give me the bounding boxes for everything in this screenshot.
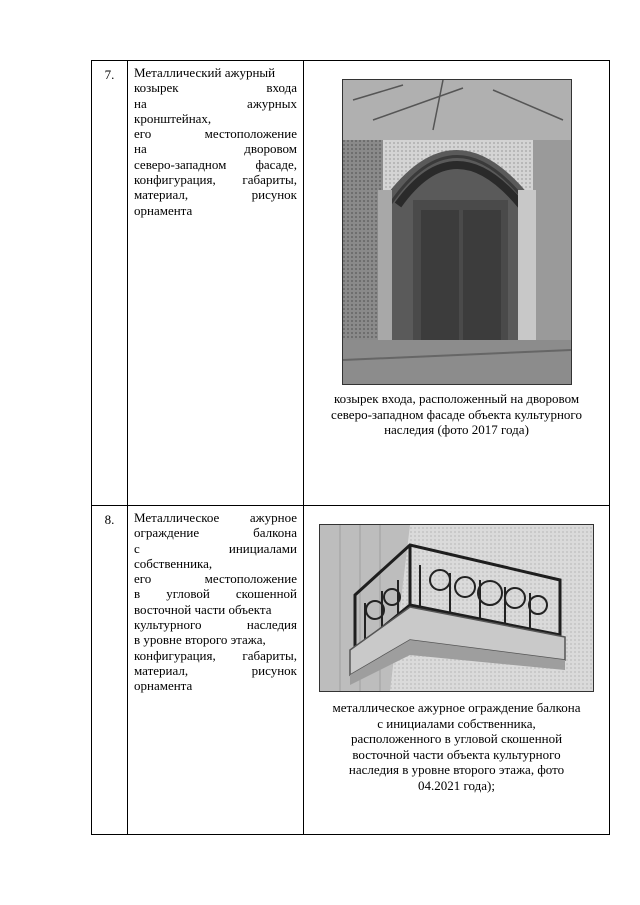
description-line [134,510,297,525]
description-line [134,65,297,80]
description-line [134,541,297,556]
table-row [92,506,609,834]
caption-line: расположенного в угловой скошенной [350,731,563,746]
description-line [134,648,297,663]
description-line [134,96,297,111]
description-word: ажурных [247,95,297,111]
description-word: входа [266,80,297,96]
photo-cell [304,61,609,505]
description-word: северо-западном [134,156,227,172]
description-word: в уровне второго этажа, [134,632,266,648]
description-line [134,80,297,95]
description-line [134,203,297,218]
description-line [134,525,297,540]
column-divider [127,61,128,505]
description-word: его [134,571,152,587]
caption-line: наследия (фото 2017 года) [384,422,529,437]
description-word: ограждение [134,525,200,541]
description-line [134,632,297,647]
balcony-railing-image [320,525,593,691]
description-word: материал, [134,662,189,678]
caption-line: с инициалами собственника, [377,715,536,731]
caption-line: металлическое ажурное ограждение балкона [332,700,581,715]
description-word: балкона [253,525,297,541]
description-word: в [134,586,141,602]
balcony-railing-photo [319,524,594,692]
description-word: орнамента [134,678,193,694]
description-line [134,602,297,617]
description-line [134,141,297,156]
caption-line: 04.2021 года); [418,777,495,793]
caption-line: наследия в уровне второго этажа, фото [348,762,565,777]
description-word: местоположение [204,571,297,587]
photo-caption [304,391,609,438]
description-word: его [134,126,152,142]
description-word: угловой [166,586,210,602]
entrance-canopy-image [343,80,571,384]
photo-cell [304,506,609,834]
description-word: Металлический ажурный [134,65,276,80]
description-word: скошенной [235,586,297,602]
column-divider [127,506,128,834]
description-word: местоположение [204,126,297,142]
description-word: рисунок [251,187,297,203]
caption-line: северо-западном фасаде объекта культурного [331,406,582,422]
description-word: габариты, [242,172,297,188]
description-line [134,126,297,141]
description-line [134,157,297,172]
row-number: 8. [104,512,115,527]
description-word: орнамента [134,202,193,218]
description-word: дворовом [244,141,297,157]
description-word: ажурное [249,510,297,525]
description-word: конфигурация, [134,172,216,188]
description-word: на [134,95,147,111]
description-word: инициалами [228,540,297,556]
description-line [134,586,297,601]
description-word: с [134,540,140,556]
description-word: культурного [134,617,202,633]
description-line [134,571,297,586]
description-line [134,111,297,126]
description-word: восточной части объекта [134,601,272,617]
description-word: собственника, [134,555,213,571]
photo-caption [304,700,609,793]
description-word: материал, [134,187,189,203]
description-line [134,617,297,632]
description-line [134,678,297,693]
description-word: конфигурация, [134,647,216,663]
description-line [134,172,297,187]
caption-line: восточной части объекта культурного [352,746,561,762]
description-line [134,187,297,202]
description-word: Металлическое [134,510,220,525]
table-row [92,61,609,506]
row-number: 7. [104,67,115,82]
description-line [134,663,297,678]
entrance-canopy-photo [342,79,572,385]
description-word: наследия [246,617,297,633]
description-word: рисунок [251,662,297,678]
description-word: габариты, [242,647,297,663]
caption-line: козырек входа, расположенный на дворовом [333,391,580,406]
row-description [134,65,297,218]
description-word: фасаде, [255,156,297,172]
description-word: кронштейнах, [134,110,212,126]
row-description [134,510,297,694]
description-word: на [134,141,147,157]
objects-table [91,60,610,835]
description-line [134,556,297,571]
description-word: козырек [134,80,179,96]
